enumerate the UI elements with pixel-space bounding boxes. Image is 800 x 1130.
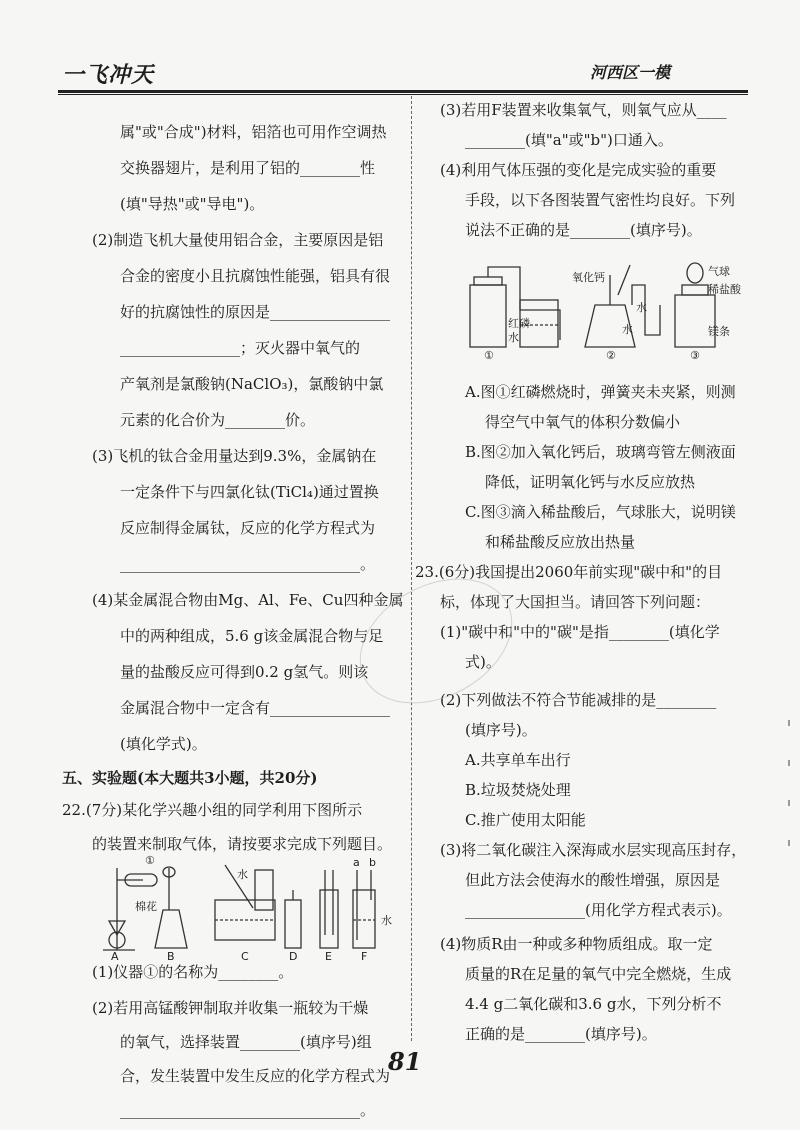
- left-line: ________________________________。: [120, 1101, 376, 1119]
- left-line: 量的盐酸反应可得到0.2 g氢气。则该: [120, 663, 369, 681]
- label-B: B: [167, 950, 175, 963]
- label-water-2b: 水: [622, 323, 633, 336]
- label-b: b: [369, 856, 376, 869]
- label-A: A: [111, 950, 119, 963]
- left-line: (1)仪器①的名称为________。: [92, 963, 294, 981]
- right-line: C.图③滴入稀盐酸后，气球胀大，说明镁: [465, 503, 736, 521]
- right-line: A.共享单车出行: [465, 751, 571, 769]
- label-water-1: 水: [508, 331, 519, 344]
- right-line: (3)将二氧化碳注入深海咸水层实现高压封存，: [440, 841, 747, 859]
- label-cao: 氧化钙: [572, 271, 605, 284]
- left-line: 的氧气，选择装置________(填序号)组: [120, 1033, 372, 1051]
- label-D: D: [289, 950, 298, 963]
- label-mg: 镁条: [708, 325, 730, 338]
- margin-tick: [788, 720, 790, 726]
- label-circle-1: ①: [145, 854, 155, 867]
- label-cotton: 棉花: [135, 900, 157, 913]
- page-number: 81: [388, 1047, 422, 1076]
- left-line: (2)若用高锰酸钾制取并收集一瓶较为干燥: [92, 999, 369, 1017]
- column-divider: [411, 96, 412, 1041]
- section-heading: 五、实验题(本大题共3小题，共20分): [62, 769, 318, 787]
- label-water-f: 水: [381, 914, 392, 927]
- left-line: (3)飞机的钛合金用量达到9.3%，金属钠在: [92, 447, 377, 465]
- label-E: E: [325, 950, 332, 963]
- label-red-p: 红磷: [508, 317, 530, 330]
- exam-title: 河西区一模: [590, 63, 671, 82]
- left-line: 合，发生装置中发生反应的化学方程式为: [120, 1067, 391, 1085]
- left-line: (填化学式)。: [120, 735, 207, 753]
- right-line: 质量的R在足量的氧气中完全燃烧，生成: [465, 965, 732, 983]
- left-line: 的装置来制取气体，请按要求完成下列题目。: [92, 835, 393, 853]
- header-rule-thin: [58, 94, 748, 95]
- right-line: 式)。: [465, 653, 501, 671]
- right-line: B.图②加入氧化钙后，玻璃弯管左侧液面: [465, 443, 736, 461]
- left-line: 一定条件下与四氯化钛(TiCl₄)通过置换: [120, 483, 379, 501]
- label-a: a: [353, 856, 360, 869]
- right-line: 4.4 g二氧化碳和3.6 g水，下列分析不: [465, 995, 722, 1013]
- right-line: C.推广使用太阳能: [465, 811, 586, 829]
- right-line: 降低，证明氧化钙与水反应放热: [485, 473, 696, 491]
- apparatus-figure-1-3: [460, 255, 740, 365]
- right-line: (填序号)。: [465, 721, 537, 739]
- label-balloon: 气球: [708, 265, 730, 278]
- right-line: (1)"碳中和"中的"碳"是指________(填化学: [440, 623, 720, 641]
- right-line: 手段，以下各图装置气密性均良好。下列: [465, 191, 736, 209]
- right-line: (2)下列做法不符合节能减排的是________: [440, 691, 717, 709]
- right-line: 正确的是________(填序号)。: [465, 1025, 657, 1043]
- left-line: 反应制得金属钛，反应的化学方程式为: [120, 519, 376, 537]
- label-water-2: 水: [636, 301, 647, 314]
- header-rule: [58, 90, 748, 93]
- label-fig-1: ①: [484, 349, 494, 362]
- label-fig-3: ③: [690, 349, 700, 362]
- left-line: 22.(7分)某化学兴趣小组的同学利用下图所示: [62, 801, 363, 819]
- right-line: 和稀盐酸反应放出热量: [485, 533, 636, 551]
- book-title: 一飞冲天: [62, 62, 155, 88]
- left-line: 金属混合物中一定含有________________: [120, 699, 391, 717]
- margin-tick: [788, 800, 790, 806]
- left-line: 中的两种组成，5.6 g该金属混合物与足: [120, 627, 384, 645]
- label-fig-2: ②: [606, 349, 616, 362]
- left-line: 好的抗腐蚀性的原因是________________: [120, 303, 391, 321]
- left-line: (填"导热"或"导电")。: [120, 195, 265, 213]
- right-line: (3)若用F装置来收集氧气，则氧气应从____: [440, 101, 727, 119]
- right-line: B.垃圾焚烧处理: [465, 781, 571, 799]
- left-line: ________________；灭火器中氧气的: [120, 339, 361, 357]
- label-acid: 稀盐酸: [708, 283, 741, 296]
- right-line: A.图①红磷燃烧时，弹簧夹未夹紧，则测: [465, 383, 736, 401]
- label-water: 水: [237, 868, 248, 881]
- left-line: 元素的化合价为________价。: [120, 411, 316, 429]
- right-line: 说法不正确的是________(填序号)。: [465, 221, 702, 239]
- right-line: (4)利用气体压强的变化是完成实验的重要: [440, 161, 717, 179]
- margin-tick: [788, 760, 790, 766]
- left-line: 交换器翅片，是利用了铝的________性: [120, 159, 376, 177]
- left-line: 产氧剂是氯酸钠(NaClO₃)，氯酸钠中氯: [120, 375, 384, 393]
- left-line: ________________________________。: [120, 555, 376, 573]
- right-line: ________________(用化学方程式表示)。: [465, 901, 732, 919]
- right-line: 得空气中氧气的体积分数偏小: [485, 413, 681, 431]
- right-line: 但此方法会使海水的酸性增强，原因是: [465, 871, 721, 889]
- left-line: 合金的密度小且抗腐蚀性能强，铝具有很: [120, 267, 391, 285]
- left-line: 属"或"合成")材料，铝箔也可用作空调热: [120, 123, 387, 141]
- margin-tick: [788, 840, 790, 846]
- left-line: (2)制造飞机大量使用铝合金，主要原因是铝: [92, 231, 384, 249]
- right-line: 标，体现了大国担当。请回答下列问题：: [440, 593, 711, 611]
- apparatus-figure-a-f: [95, 854, 405, 963]
- left-line: (4)某金属混合物由Mg、Al、Fe、Cu四种金属: [92, 591, 404, 609]
- label-C: C: [241, 950, 249, 963]
- right-line: (4)物质R由一种或多种物质组成。取一定: [440, 935, 713, 953]
- right-line: 23.(6分)我国提出2060年前实现"碳中和"的目: [415, 563, 723, 581]
- label-F: F: [361, 950, 368, 963]
- right-line: ________(填"a"或"b")口通入。: [465, 131, 673, 149]
